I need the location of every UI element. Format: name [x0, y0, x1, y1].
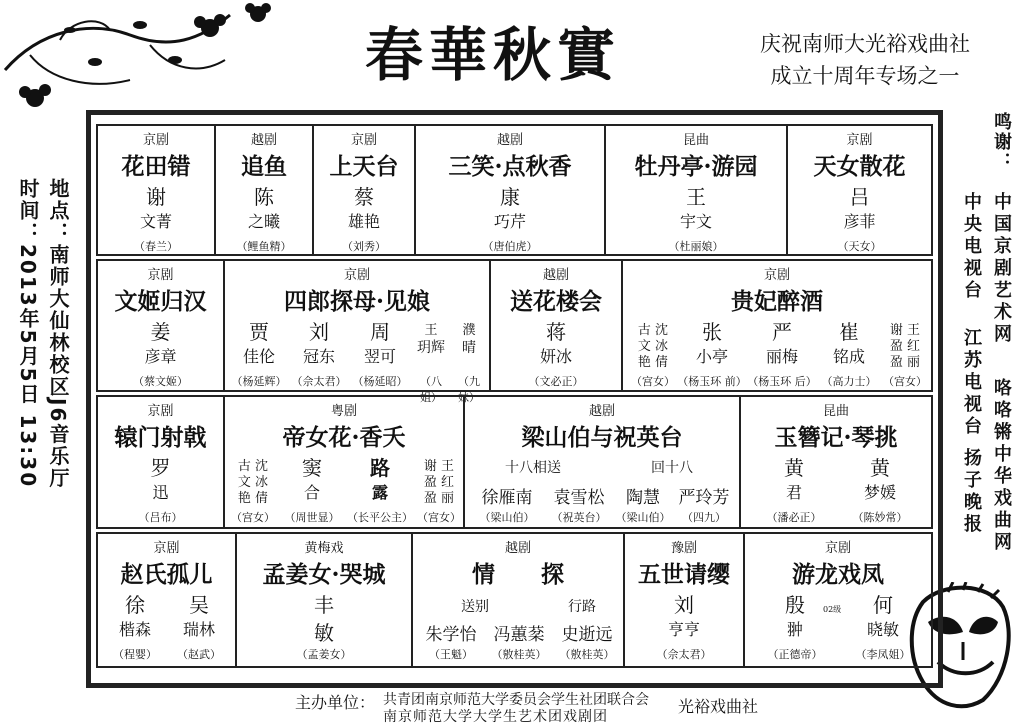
performer-surname: 路: [370, 456, 390, 480]
thanks-org-3: 江苏电视台: [961, 328, 982, 438]
role-name: （杨玉环 后）: [747, 375, 817, 388]
role-name: （敫桂英）: [559, 648, 615, 661]
performer-surname: 刘: [674, 593, 694, 617]
performer: [837, 397, 923, 527]
performer-surname: 殷: [785, 593, 805, 617]
organizer-line-1: 共青团南京师范大学委员会学生社团联合会: [383, 692, 649, 708]
program-title: 孟姜女·哭城: [262, 561, 386, 588]
performer-line: 艳 倩: [637, 355, 669, 370]
role-name: （王魁）: [429, 648, 473, 661]
genre-label: 越剧: [496, 133, 523, 148]
subtitle-line-1: 庆祝南师大光裕戏曲社: [760, 32, 970, 56]
performer: [104, 534, 166, 664]
program-gui-fei-zui-jiu: [621, 261, 931, 390]
genre-label: 京剧: [350, 133, 377, 148]
role-name: （正德帝）: [767, 648, 823, 661]
performer-name: 袁雪松: [553, 488, 605, 508]
performer-surname: 吴: [189, 593, 209, 617]
program-title: 上天台: [329, 153, 399, 180]
program-row-1: [96, 124, 933, 256]
performer-surname: 濮: [462, 323, 476, 338]
role-name: （梁山伯）: [479, 511, 535, 524]
performer-given-name: 丽梅: [765, 347, 798, 366]
time-text: 时间：2013年5月5日 13:30: [16, 178, 40, 489]
performer: [451, 261, 487, 404]
role-name: （吕布）: [138, 511, 183, 524]
program-meng-jiang-nv: [235, 534, 411, 666]
performer-surname: 谢: [146, 185, 166, 209]
performer-line: 文 冰: [637, 339, 669, 354]
performer-given-name: 宇文: [679, 212, 712, 231]
program-title: 四郎探母·见娘: [283, 288, 430, 315]
performer-given-name: 小亭: [695, 347, 728, 366]
floral-ornament: [0, 0, 290, 120]
program-title: 游龙戏凤: [792, 561, 884, 588]
program-san-xiao: [414, 126, 604, 254]
program-song-hua-lou-hui: [489, 261, 621, 390]
performer-given-name: 妍冰: [539, 347, 572, 366]
role-name: （潘必正）: [766, 511, 822, 524]
program-title: 辕门射戟: [114, 424, 207, 451]
program-yuan-men-she-ji: [98, 397, 223, 527]
role-name: （梁山伯）: [615, 511, 671, 524]
program-title: 追鱼: [241, 153, 287, 180]
performer-surname: 何: [873, 593, 893, 617]
performer-line: 盈 红: [423, 475, 455, 490]
program-row-3: [96, 395, 933, 529]
program-si-lang-tan-mu: [223, 261, 489, 404]
performer-name: 朱学怡: [425, 625, 477, 645]
role-name: （宫女）: [631, 375, 675, 388]
performer: [413, 261, 449, 404]
class-year-note: 02级: [823, 605, 842, 614]
role-name: （宫女）: [231, 511, 275, 524]
performer-surname: 张: [702, 320, 722, 344]
performer-given-name: 迅: [152, 483, 169, 502]
performer-given-name: 冠东: [302, 347, 335, 366]
role-name: （祝英台）: [551, 511, 607, 524]
program-title: 梁山伯与祝英台: [521, 424, 683, 451]
performer: [671, 397, 737, 527]
role-name: （蔡文姬）: [133, 375, 188, 388]
performer-name: 严玲芳: [678, 488, 730, 508]
thanks-org-1: 中国京剧艺术网: [991, 192, 1012, 346]
performer: [543, 397, 615, 527]
performer: [279, 397, 345, 527]
performer-line: 谢 王: [423, 459, 455, 474]
program-title: 玉簪记·琴挑: [774, 424, 898, 451]
program-hua-tian-cuo: [98, 126, 214, 254]
role-name: （九妹）: [458, 375, 480, 404]
thanks-org-5: 扬子晚报: [961, 448, 982, 536]
performer-surname: 王: [424, 323, 438, 338]
genre-label: 京剧: [343, 268, 370, 283]
performer-given-name: 晓敏: [866, 620, 899, 639]
performer-given-name: 翀: [786, 620, 803, 639]
program-zhui-yu: [214, 126, 312, 254]
program-title: 文姬归汉: [114, 288, 207, 315]
performer-surname: 周: [370, 320, 390, 344]
role-name: （佘太君）: [291, 375, 347, 388]
genre-label: 越剧: [588, 404, 615, 419]
performer-surname: 王: [686, 185, 706, 209]
program-row-2: [96, 259, 933, 404]
performer-given-name: 铭成: [832, 347, 865, 366]
genre-label: 越剧: [542, 268, 569, 283]
performer: [417, 534, 485, 664]
genre-label: 越剧: [504, 541, 531, 556]
genre-label: 昆曲: [682, 133, 709, 148]
program-yu-zan-ji: [739, 397, 931, 527]
performer-surname: 窦: [302, 456, 322, 480]
thanks-org-2: 中央电视台: [961, 192, 982, 302]
program-title: 五世请缨: [638, 561, 730, 588]
program-title: 情 探: [472, 561, 564, 588]
role-name: （杨延辉）: [231, 375, 287, 388]
role-name: （李凤姐）: [855, 648, 911, 661]
scene-label: 行路: [568, 599, 596, 615]
role-name: （唐伯虎）: [482, 240, 538, 253]
performer-group: [629, 319, 677, 391]
thanks-org-4: 咯咯锵中华戏曲网: [991, 378, 1012, 554]
role-name: （鲤鱼精）: [236, 240, 292, 253]
performer-given-name: 文菁: [139, 212, 172, 231]
performer-given-name: 君: [785, 483, 802, 502]
performer-line: 谢 王: [889, 323, 921, 338]
program-row-4: [96, 532, 933, 668]
performer-given-name: 玥辉: [417, 340, 445, 356]
organizer-line-2: 南京师范大学大学生艺术团戏剧团: [383, 709, 608, 725]
performer-given-name: 翌可: [363, 347, 396, 366]
performer: [349, 261, 411, 391]
program-tian-nv-san-hua: [786, 126, 931, 254]
role-name: （敫桂英）: [491, 648, 547, 661]
performer-line: 盈 丽: [423, 491, 455, 506]
role-name: （八姐）: [420, 375, 442, 404]
performer-given-name: 之曦: [247, 212, 280, 231]
performer: [485, 534, 553, 664]
performer-line: 盈 丽: [889, 355, 921, 370]
role-name: （陈妙常）: [852, 511, 908, 524]
genre-label: 粤剧: [330, 404, 357, 419]
genre-label: 京剧: [846, 133, 873, 148]
genre-label: 京剧: [147, 268, 174, 283]
performer-surname: 崔: [839, 320, 859, 344]
performer-surname: 陈: [254, 185, 274, 209]
genre-label: 昆曲: [822, 404, 849, 419]
program-title: 帝女花·香夭: [282, 424, 406, 451]
scene-label: 送别: [461, 599, 489, 615]
performer-given-name: 晴: [462, 340, 476, 356]
genre-label: 黄梅戏: [304, 541, 344, 556]
performer: [615, 397, 671, 527]
organizer-line-3: 光裕戏曲社: [678, 697, 759, 716]
performer: [229, 261, 289, 391]
performer-given-name: 佳伦: [242, 347, 275, 366]
performer-group: [881, 319, 929, 391]
performer: [751, 397, 837, 527]
performer-surname: 蔡: [354, 185, 374, 209]
role-name: （孟姜女）: [296, 648, 352, 661]
program-zhao-shi-gu-er: [98, 534, 235, 666]
performer-group: [229, 455, 277, 529]
organizer-label: 主办单位：: [295, 693, 376, 712]
program-liang-zhu: [463, 397, 739, 527]
performer-line: 文 冰: [237, 475, 269, 490]
page-title: 春華秋實: [365, 21, 622, 89]
performer: [747, 261, 817, 391]
performer-given-name: 楷森: [118, 620, 151, 639]
performer-name: 史逝远: [561, 625, 613, 645]
program-wu-shi-qing-ying: [623, 534, 743, 666]
genre-label: 京剧: [153, 541, 180, 556]
program-title: 牡丹亭·游园: [634, 153, 758, 180]
performer-line: 盈 红: [889, 339, 921, 354]
role-name: （周世显）: [284, 511, 340, 524]
role-name: （佘太君）: [656, 648, 712, 661]
genre-label: 豫剧: [670, 541, 697, 556]
performer: [677, 261, 747, 391]
performer-surname: 吕: [849, 185, 870, 209]
program-di-nv-hua: [223, 397, 463, 527]
performer-surname: 康: [500, 185, 520, 209]
genre-label: 京剧: [147, 404, 174, 419]
performer-surname: 黄: [784, 456, 804, 480]
performer-line: 古 沈: [637, 323, 669, 338]
performer-given-name: 彦菲: [843, 212, 876, 231]
role-name: （赵武）: [177, 648, 221, 661]
scene-label: 回十八: [651, 460, 693, 476]
performer-given-name: 瑞林: [182, 620, 215, 639]
subtitle-line-2: 成立十周年专场之一: [770, 64, 960, 88]
role-name: （杨玉环 前）: [677, 375, 747, 388]
performer-line: 古 沈: [237, 459, 269, 474]
performer-group: [415, 455, 463, 529]
performer-given-name: 亨亨: [667, 620, 700, 639]
performer-surname: 罗: [150, 456, 171, 480]
performer-line: 艳 倩: [237, 491, 269, 506]
performer-surname: 徐: [125, 593, 145, 617]
genre-label: 越剧: [250, 133, 277, 148]
program-title: 三笑·点秋香: [448, 153, 572, 180]
program-title: 贵妃醉酒: [731, 288, 823, 315]
role-name: （四九）: [682, 511, 726, 524]
performer-name: 陶慧: [626, 488, 660, 508]
role-name: （高力士）: [821, 375, 877, 388]
program-shang-tian-tai: [312, 126, 414, 254]
role-name: （刘秀）: [342, 240, 386, 253]
performer: [755, 534, 835, 664]
performer: [553, 534, 621, 664]
role-name: （宫女）: [417, 511, 461, 524]
performer: [843, 534, 923, 664]
program-title: 花田错: [121, 153, 191, 180]
performer-surname: 蒋: [546, 320, 566, 344]
role-name: （杨延昭）: [352, 375, 408, 388]
performer-given-name: 雄艳: [347, 212, 380, 231]
program-mu-dan-ting: [604, 126, 786, 254]
program-title: 天女散花: [813, 153, 906, 180]
role-name: （宫女）: [883, 375, 927, 388]
performer-given-name: 露: [371, 483, 388, 502]
performer-given-name: 梦媛: [863, 483, 896, 502]
performer-surname: 黄: [870, 456, 890, 480]
program-you-long-xi-feng: [743, 534, 931, 666]
performer: [817, 261, 881, 391]
performer: [289, 261, 349, 391]
role-name: （文必正）: [528, 375, 584, 388]
role-name: （天女）: [837, 240, 882, 253]
role-name: （程婴）: [113, 648, 157, 661]
role-name: （杜丽娘）: [668, 240, 724, 253]
role-name: （长平公主）: [347, 511, 413, 524]
performer-surname: 刘: [309, 320, 329, 344]
performer-surname: 丰: [314, 593, 334, 617]
performer-surname: 姜: [150, 320, 171, 344]
program-qing-tan: [411, 534, 623, 666]
thanks-label: 鸣谢：: [991, 112, 1012, 172]
role-name: （春兰）: [134, 240, 178, 253]
performer-name: 冯蕙棻: [493, 625, 545, 645]
genre-label: 京剧: [824, 541, 851, 556]
genre-label: 京剧: [142, 133, 169, 148]
performer-surname: 贾: [249, 320, 269, 344]
performer-surname: 严: [772, 320, 792, 344]
performer: [471, 397, 543, 527]
performer-given-name: 合: [303, 483, 320, 502]
program-title: 赵氏孤儿: [120, 561, 213, 588]
performer-given-name: 巧芹: [493, 212, 526, 231]
performer-name: 徐雁南: [481, 488, 533, 508]
scene-label: 十八相送: [505, 460, 561, 476]
location-text: 地点：南师大仙林校区J6音乐厅: [46, 178, 70, 490]
genre-label: 京剧: [763, 268, 790, 283]
performer: [345, 397, 415, 527]
performer: [168, 534, 230, 664]
program-wen-ji-gui-han: [98, 261, 223, 390]
performer-given-name: 彦章: [144, 347, 177, 366]
program-title: 送花楼会: [510, 288, 602, 315]
performer-given-name: 敏: [314, 621, 334, 645]
